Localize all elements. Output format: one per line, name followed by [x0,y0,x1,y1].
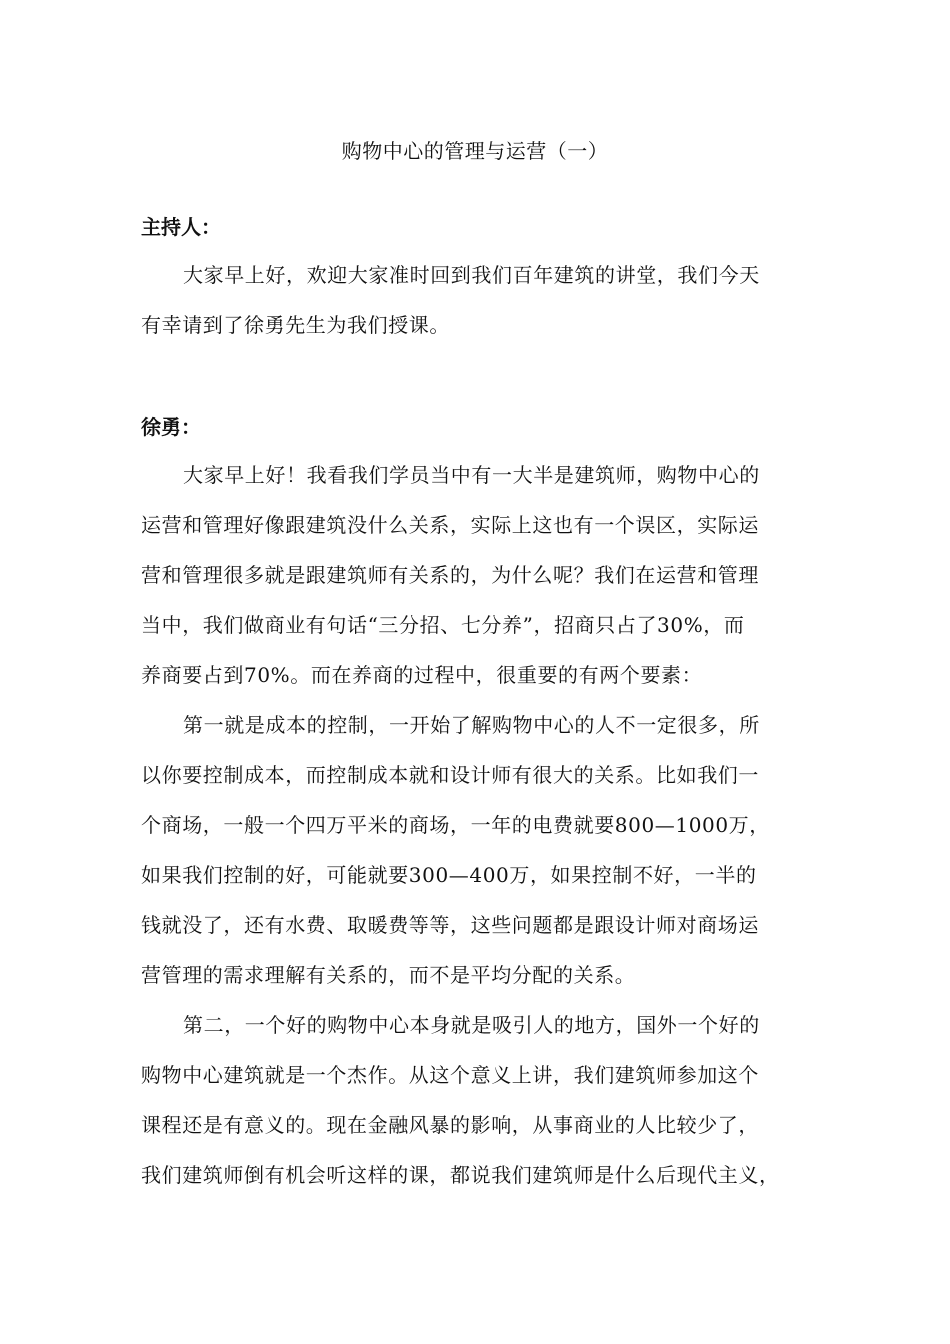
paragraph-line: 个商场，一般一个四万平米的商场，一年的电费就要800—1000万， [141,813,770,837]
document-title: 购物中心的管理与运营（一） [341,139,609,163]
paragraph-line: 营管理的需求理解有关系的，而不是平均分配的关系。 [141,963,636,987]
paragraph-line: 钱就没了，还有水费、取暖费等等，这些问题都是跟设计师对商场运 [141,913,759,937]
paragraph-line: 营和管理很多就是跟建筑师有关系的，为什么呢？我们在运营和管理 [141,563,759,587]
paragraph-line: 养商要占到70%。而在养商的过程中，很重要的有两个要素： [141,663,703,687]
paragraph-line: 第二，一个好的购物中心本身就是吸引人的地方，国外一个好的 [183,1013,760,1037]
speaker-host: 主持人： [141,215,221,239]
paragraph-line: 以你要控制成本，而控制成本就和设计师有很大的关系。比如我们一 [141,763,759,787]
paragraph-line: 有幸请到了徐勇先生为我们授课。 [141,313,450,337]
paragraph-line: 购物中心建筑就是一个杰作。从这个意义上讲，我们建筑师参加这个 [141,1063,759,1087]
paragraph-line: 第一就是成本的控制，一开始了解购物中心的人不一定很多，所 [183,713,760,737]
paragraph-line: 我们建筑师倒有机会听这样的课，都说我们建筑师是什么后现代主义， [141,1163,780,1187]
paragraph-line: 当中，我们做商业有句话“三分招、七分养”，招商只占了30%，而 [141,613,745,637]
paragraph-line: 课程还是有意义的。现在金融风暴的影响，从事商业的人比较少了， [141,1113,759,1137]
paragraph-line: 运营和管理好像跟建筑没什么关系，实际上这也有一个误区，实际运 [141,513,759,537]
paragraph-line: 如果我们控制的好，可能就要300—400万，如果控制不好，一半的 [141,863,757,887]
speaker-xu-yong: 徐勇： [141,415,201,439]
paragraph-line: 大家早上好！我看我们学员当中有一大半是建筑师，购物中心的 [183,463,760,487]
paragraph-line: 大家早上好，欢迎大家准时回到我们百年建筑的讲堂，我们今天 [183,263,760,287]
